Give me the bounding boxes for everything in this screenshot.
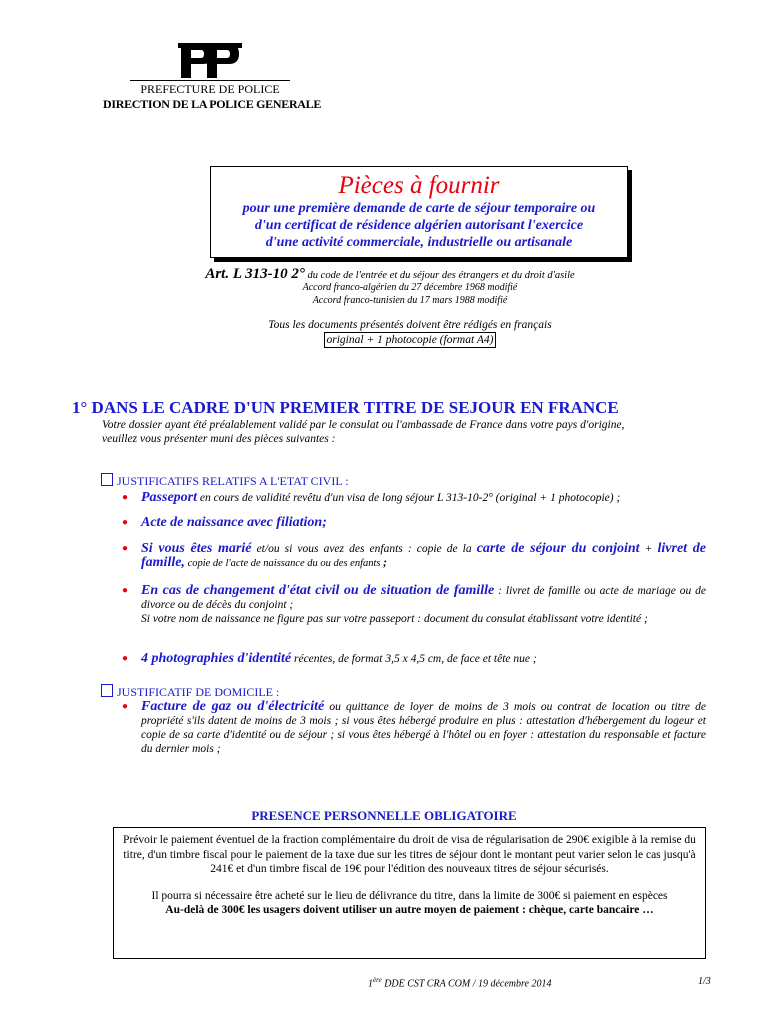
item-text: + xyxy=(639,543,658,555)
item-text: : livret de famille ou acte de mariage ou de divorce ou de décès du conjoint ; xyxy=(141,585,706,611)
bullet-icon: ● xyxy=(122,701,129,712)
payment-paragraph-3: Au-delà de 300€ les usagers doivent utiliser un autre moyen de paiement : chèque, carte bancaire … xyxy=(165,904,654,916)
copy-requirement: original + 1 photocopie (format A4) xyxy=(324,332,497,348)
footer-sup: ère xyxy=(373,976,382,984)
payment-box xyxy=(113,827,706,959)
footer-text: DDE CST CRA COM / 19 décembre 2014 xyxy=(381,978,552,990)
item-highlight: Facture de gaz ou d'électricité xyxy=(141,699,325,714)
presence-notice: PRESENCE PERSONNELLE OBLIGATOIRE xyxy=(251,808,517,823)
article-number: Art. L 313-10 2° xyxy=(205,266,305,282)
item-text: ou quittance de loyer de moins de 3 mois ou contrat de location ou titre de propriété s'ils datent de moins de 3 mois ; si vous êtes hébergé produire en plus : attestation d'hébergement du logeur et copie de sa carte d'identité ou de séjour ; si vous êtes hébergé à l'hôtel ou en foyer : attestation du responsable et facture du dernier mois ; xyxy=(141,701,706,755)
documents-language: Tous les documents présentés doivent être rédigés en français xyxy=(268,319,552,331)
etat-civil-label: JUSTIFICATIFS RELATIFS A L'ETAT CIVIL : xyxy=(117,474,349,488)
title-line-3: d'une activité commerciale, industrielle ou artisanale xyxy=(265,235,573,250)
payment-paragraph-1: Prévoir le paiement éventuel de la fraction complémentaire du droit de visa de régularisation de 290€ exigible à la remise du titre, d'un timbre fiscal pour le paiement de la taxe due sur les titres de séjour dont le montant peut varier selon le cas jusqu'à 241€ et d'un timbre fiscal de 19€ pour l'édition des nouveaux titres de séjour sécurisés. xyxy=(123,834,696,875)
item-text: en cours de validité revêtu d'un visa de long séjour L 313-10-2° (original + 1 photocopie) ; xyxy=(197,492,621,504)
domicile-label: JUSTIFICATIF DE DOMICILE : xyxy=(117,685,280,699)
direction-name: DIRECTION DE LA POLICE GENERALE xyxy=(103,97,322,111)
list-item xyxy=(122,583,706,626)
intro-line-1: Votre dossier ayant été préalablement validé par le consulat ou l'ambassade de France dans votre pays d'origine, xyxy=(102,419,625,431)
section-intro xyxy=(102,418,712,446)
article-text: du code de l'entrée et du séjour des étrangers et du droit d'asile xyxy=(304,270,575,281)
etat-civil-heading xyxy=(101,473,349,489)
list-item xyxy=(122,541,706,571)
page-title: Pièces à fournir xyxy=(338,172,500,199)
prefecture-logo xyxy=(140,40,280,78)
footer-reference xyxy=(368,976,552,989)
item-highlight: En cas de changement d'état civil ou de situation de famille xyxy=(141,583,495,598)
title-box xyxy=(210,166,628,258)
bullet-icon: ● xyxy=(122,517,129,528)
item-text: copie de l'acte de naissance du ou des enfants xyxy=(184,558,384,569)
documents-notice xyxy=(180,318,640,348)
item-highlight: livret de famille, xyxy=(141,541,706,570)
bullet-icon: ● xyxy=(122,585,129,596)
payment-paragraph-2: Il pourra si nécessaire être acheté sur le lieu de délivrance du titre, dans la limite de 300€ si paiement en espèces xyxy=(151,889,668,902)
title-line-1: pour une première demande de carte de séjour temporaire ou xyxy=(242,201,596,216)
bullet-icon: ● xyxy=(122,653,129,664)
item-highlight: Acte de naissance avec filiation; xyxy=(141,515,327,530)
item-text: et/ou si vous avez des enfants : copie de la xyxy=(251,543,477,555)
accords xyxy=(160,282,660,307)
accord-algerien: Accord franco-algérien du 27 décembre 1968 modifié xyxy=(302,282,518,293)
item-highlight: Passeport xyxy=(141,490,197,505)
bullet-icon: ● xyxy=(122,543,129,554)
page-number: 1/3 xyxy=(698,976,711,987)
title-line-2: d'un certificat de résidence algérien autorisant l'exercice xyxy=(254,218,584,233)
article-reference xyxy=(120,266,660,283)
domicile-heading xyxy=(101,684,279,700)
pp-logo-icon xyxy=(173,40,247,78)
accord-tunisien: Accord franco-tunisien du 17 mars 1988 modifié xyxy=(312,294,508,306)
intro-line-2: veuillez vous présenter muni des pièces suivantes : xyxy=(102,433,336,445)
list-item xyxy=(122,699,706,756)
checkbox-icon xyxy=(101,684,113,697)
footer-pre: 1 xyxy=(368,978,373,990)
item-highlight: 4 photographies d'identité xyxy=(141,651,292,666)
checkbox-icon xyxy=(101,473,113,486)
section-heading: 1° DANS LE CADRE D'UN PREMIER TITRE DE SEJOUR EN FRANCE xyxy=(72,398,619,417)
item-end: ; xyxy=(383,557,387,569)
list-item xyxy=(122,515,721,530)
item-text: récentes, de format 3,5 x 4,5 cm, de face et tête nue ; xyxy=(291,653,537,665)
item-highlight: carte de séjour du conjoint xyxy=(476,541,640,556)
bullet-icon: ● xyxy=(122,492,129,503)
list-item xyxy=(122,490,721,505)
prefecture-name: PREFECTURE DE POLICE xyxy=(130,80,290,97)
item-highlight: Si vous êtes marié xyxy=(141,541,252,556)
item-extra: Si votre nom de naissance ne figure pas sur votre passeport : document du consulat établissant votre identité ; xyxy=(141,613,648,625)
list-item xyxy=(122,651,721,666)
